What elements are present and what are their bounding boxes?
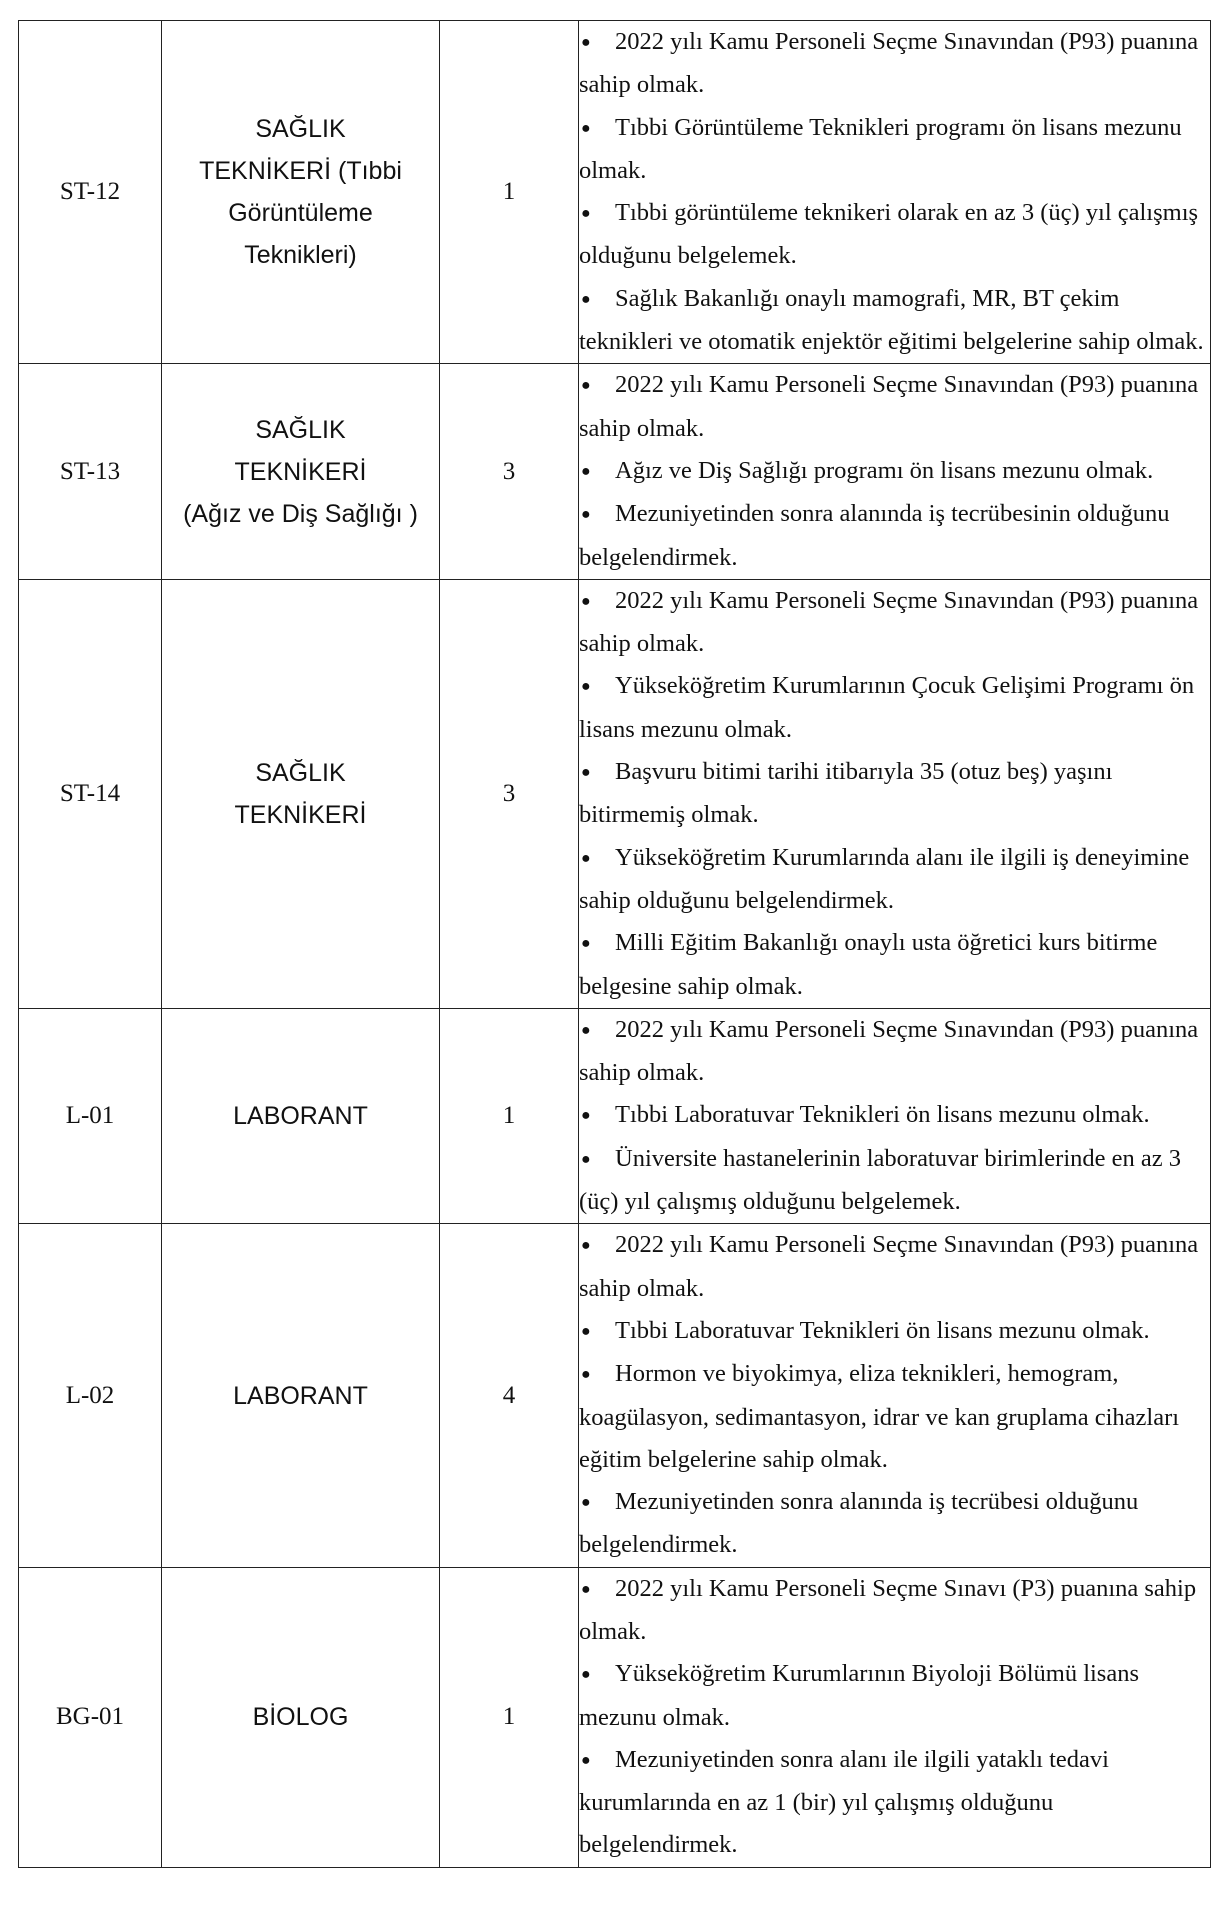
requirement-text: Tıbbi Laboratuvar Teknikleri ön lisans mezunu olmak. bbox=[615, 1316, 1150, 1344]
bullet-icon: ● bbox=[581, 1237, 591, 1255]
requirement-item bbox=[579, 1138, 1210, 1224]
bullet-icon: ● bbox=[581, 290, 591, 308]
requirement-text: Yükseköğretim Kurumlarında alanı ile ilgili iş deneyimine sahip olduğunu belgelendirmek. bbox=[579, 843, 1190, 914]
bullet-icon: ● bbox=[581, 935, 591, 953]
requirements-list bbox=[579, 1009, 1210, 1223]
position-code: ST-13 bbox=[19, 364, 162, 579]
position-count: 1 bbox=[440, 1567, 579, 1867]
requirements-list bbox=[579, 364, 1210, 578]
requirement-item bbox=[579, 1353, 1210, 1481]
bullet-icon: ● bbox=[581, 1580, 591, 1598]
table-row bbox=[19, 364, 1211, 579]
requirement-item bbox=[579, 1568, 1210, 1654]
bullet-icon: ● bbox=[581, 678, 591, 696]
requirement-text: Üniversite hastanelerinin laboratuvar birimlerinde en az 3 (üç) yıl çalışmış olduğunu belgelemek. bbox=[579, 1144, 1182, 1216]
bullet-icon: ● bbox=[581, 1150, 591, 1168]
requirement-text: Yükseköğretim Kurumlarının Biyoloji Bölümü lisans mezunu olmak. bbox=[579, 1660, 1139, 1731]
requirement-text: Yükseköğretim Kurumlarının Çocuk Gelişimi Programı ön lisans mezunu olmak. bbox=[579, 672, 1195, 743]
requirements-cell bbox=[579, 1567, 1211, 1867]
position-title-line: LABORANT bbox=[233, 1102, 368, 1131]
requirement-text: Hormon ve biyokimya, eliza teknikleri, hemogram, koagülasyon, sedimantasyon, idrar ve kan gruplama cihazları eğitim belgelerine sahip olmak. bbox=[579, 1360, 1180, 1473]
bullet-icon: ● bbox=[581, 377, 591, 395]
position-title-line: Teknikleri) bbox=[244, 241, 357, 270]
requirement-item bbox=[579, 922, 1210, 1008]
position-title bbox=[162, 21, 440, 364]
requirements-list bbox=[579, 1224, 1210, 1566]
requirement-item bbox=[579, 837, 1210, 923]
requirement-text: 2022 yılı Kamu Personeli Seçme Sınavından (P93) puanına sahip olmak. bbox=[579, 1015, 1199, 1087]
bullet-icon: ● bbox=[581, 34, 591, 51]
table-row bbox=[19, 1008, 1211, 1223]
position-code: ST-14 bbox=[19, 579, 162, 1008]
requirements-table bbox=[18, 20, 1211, 1868]
requirement-text: 2022 yılı Kamu Personeli Seçme Sınavından (P93) puanına sahip olmak. bbox=[579, 1231, 1199, 1302]
requirement-item bbox=[579, 1481, 1210, 1567]
requirement-item bbox=[579, 580, 1210, 666]
requirement-item bbox=[579, 107, 1210, 193]
position-title-line: SAĞLIK bbox=[255, 115, 346, 144]
position-count: 3 bbox=[440, 364, 579, 579]
requirement-item bbox=[579, 751, 1210, 837]
requirement-item bbox=[579, 278, 1210, 364]
position-title-line: Görüntüleme bbox=[228, 199, 373, 228]
requirement-text: Tıbbi Görüntüleme Teknikleri programı ön lisans mezunu olmak. bbox=[579, 113, 1182, 184]
bullet-icon: ● bbox=[581, 592, 591, 610]
position-code: L-01 bbox=[19, 1008, 162, 1223]
position-title-line: BİOLOG bbox=[252, 1703, 349, 1732]
bullet-icon: ● bbox=[581, 1666, 591, 1684]
position-title-line: SAĞLIK bbox=[255, 758, 346, 787]
bullet-icon: ● bbox=[581, 119, 591, 137]
requirement-item bbox=[579, 450, 1210, 493]
position-count: 4 bbox=[440, 1224, 579, 1567]
position-title-line: TEKNİKERİ bbox=[234, 800, 367, 829]
requirement-text: 2022 yılı Kamu Personeli Seçme Sınavından (P93) puanına sahip olmak. bbox=[579, 586, 1199, 658]
bullet-icon: ● bbox=[581, 462, 591, 480]
position-title-line: TEKNİKERİ bbox=[234, 457, 367, 486]
position-title bbox=[162, 1008, 440, 1223]
requirement-text: Ağız ve Diş Sağlığı programı ön lisans mezunu olmak. bbox=[615, 456, 1154, 484]
requirement-item bbox=[579, 1224, 1210, 1310]
requirement-item bbox=[579, 1009, 1210, 1095]
bullet-icon: ● bbox=[581, 849, 591, 867]
requirements-cell bbox=[579, 1008, 1211, 1223]
table-row bbox=[19, 1567, 1211, 1867]
bullet-icon: ● bbox=[581, 1366, 591, 1384]
requirement-item bbox=[579, 1739, 1210, 1867]
requirement-text: 2022 yılı Kamu Personeli Seçme Sınavından (P93) puanına sahip olmak. bbox=[579, 371, 1199, 442]
position-count: 3 bbox=[440, 579, 579, 1008]
table-row bbox=[19, 21, 1211, 364]
position-title bbox=[162, 364, 440, 579]
bullet-icon: ● bbox=[581, 1021, 591, 1039]
requirement-item bbox=[579, 21, 1210, 107]
requirements-cell bbox=[579, 1224, 1211, 1567]
requirement-text: 2022 yılı Kamu Personeli Seçme Sınavından (P93) puanına sahip olmak. bbox=[579, 28, 1199, 99]
requirements-table-body bbox=[19, 21, 1211, 1868]
position-count: 1 bbox=[440, 1008, 579, 1223]
bullet-icon: ● bbox=[581, 506, 591, 524]
requirement-item bbox=[579, 364, 1210, 450]
bullet-icon: ● bbox=[581, 1107, 591, 1125]
requirement-item bbox=[579, 1653, 1210, 1739]
table-row bbox=[19, 579, 1211, 1008]
bullet-icon: ● bbox=[581, 1751, 591, 1769]
requirements-cell bbox=[579, 579, 1211, 1008]
requirement-item bbox=[579, 192, 1210, 278]
position-code: L-02 bbox=[19, 1224, 162, 1567]
requirement-text: Sağlık Bakanlığı onaylı mamografi, MR, BT çekim teknikleri ve otomatik enjektör eğitimi belgelerine sahip olmak. bbox=[579, 284, 1204, 356]
requirement-text: Mezuniyetinden sonra alanında iş tecrübesinin olduğunu belgelendirmek. bbox=[579, 500, 1170, 571]
table-row bbox=[19, 1224, 1211, 1567]
position-code: ST-12 bbox=[19, 21, 162, 364]
bullet-icon: ● bbox=[581, 1494, 591, 1512]
requirement-text: Tıbbi Laboratuvar Teknikleri ön lisans mezunu olmak. bbox=[615, 1101, 1150, 1129]
requirement-item bbox=[579, 1094, 1210, 1137]
requirement-item bbox=[579, 493, 1210, 579]
requirement-text: Mezuniyetinden sonra alanı ile ilgili yataklı tedavi kurumlarında en az 1 (bir) yıl çalışmış olduğunu belgelendirmek. bbox=[579, 1745, 1109, 1859]
position-title bbox=[162, 1567, 440, 1867]
requirement-item bbox=[579, 1310, 1210, 1353]
requirements-list bbox=[579, 21, 1210, 363]
requirement-text: Milli Eğitim Bakanlığı onaylı usta öğretici kurs bitirme belgesine sahip olmak. bbox=[579, 929, 1158, 1000]
position-title-line: TEKNİKERİ (Tıbbi bbox=[199, 157, 402, 186]
position-code: BG-01 bbox=[19, 1567, 162, 1867]
requirement-text: Tıbbi görüntüleme teknikeri olarak en az 3 (üç) yıl çalışmış olduğunu belgelemek. bbox=[579, 199, 1199, 270]
requirements-cell bbox=[579, 21, 1211, 364]
bullet-icon: ● bbox=[581, 205, 591, 223]
requirement-item bbox=[579, 665, 1210, 751]
requirement-text: Başvuru bitimi tarihi itibarıyla 35 (otuz beş) yaşını bitirmemiş olmak. bbox=[579, 758, 1113, 829]
requirement-text: Mezuniyetinden sonra alanında iş tecrübesi olduğunu belgelendirmek. bbox=[579, 1488, 1139, 1559]
position-title-line: LABORANT bbox=[233, 1381, 368, 1410]
requirements-cell bbox=[579, 364, 1211, 579]
requirements-list bbox=[579, 1568, 1210, 1867]
requirement-text: 2022 yılı Kamu Personeli Seçme Sınavı (P3) puanına sahip olmak. bbox=[579, 1574, 1197, 1645]
position-title bbox=[162, 1224, 440, 1567]
position-title-line: SAĞLIK bbox=[255, 415, 346, 444]
bullet-icon: ● bbox=[581, 1322, 591, 1340]
requirements-list bbox=[579, 580, 1210, 1008]
position-count: 1 bbox=[440, 21, 579, 364]
bullet-icon: ● bbox=[581, 764, 591, 782]
position-title-line: (Ağız ve Diş Sağlığı ) bbox=[183, 499, 418, 528]
position-title bbox=[162, 579, 440, 1008]
